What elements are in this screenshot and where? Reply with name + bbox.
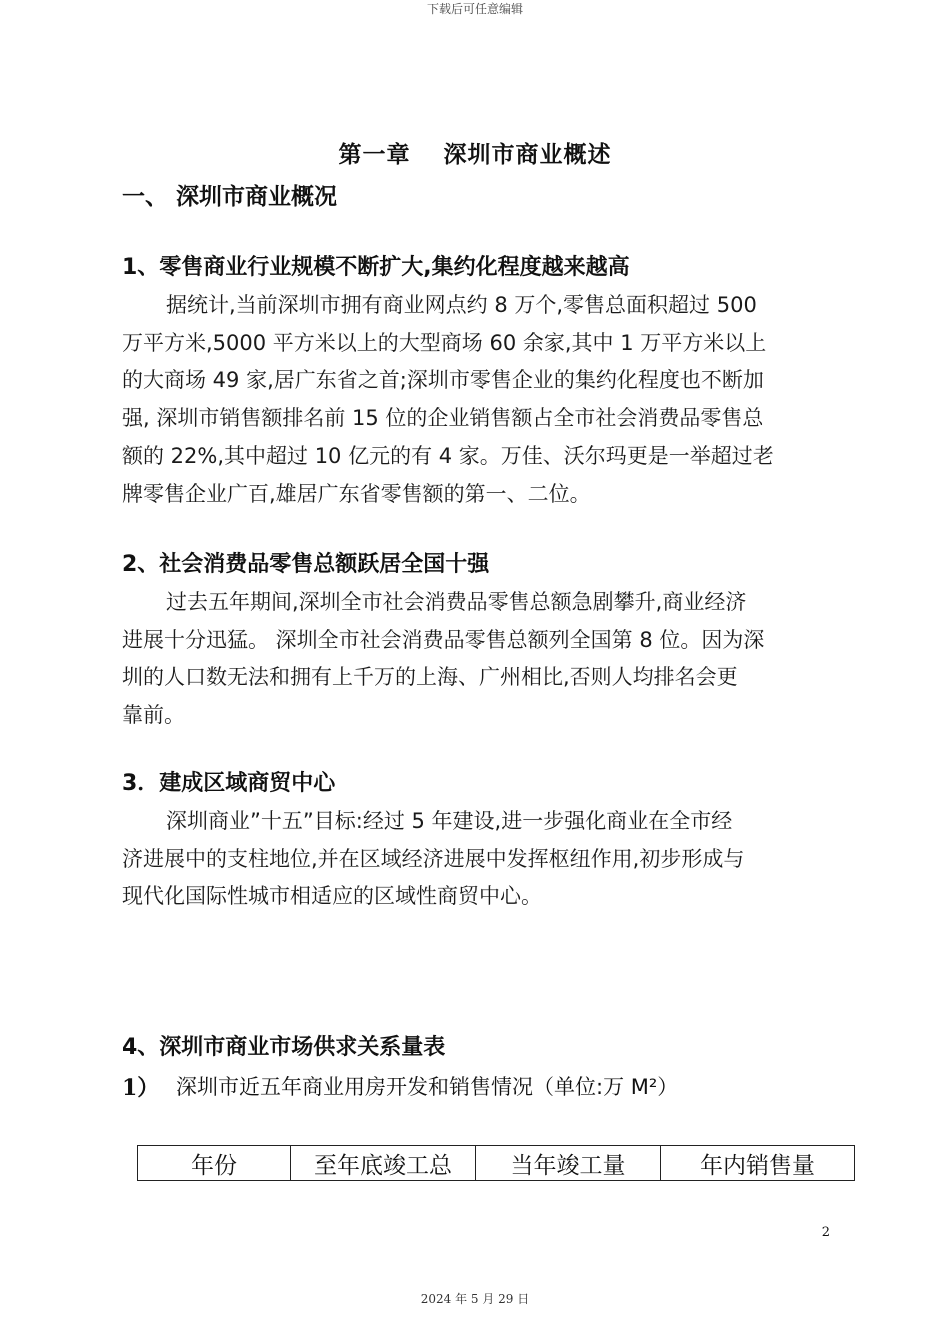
paragraph-line: 济进展中的支柱地位,并在区域经济进展中发挥枢纽作用,初步形成与: [122, 847, 745, 871]
subsection-4-heading: 4、深圳市商业市场供求关系量表: [122, 1035, 446, 1060]
paragraph-line: 过去五年期间,深圳全市社会消费品零售总额急剧攀升,商业经济: [166, 590, 747, 614]
table-header-row: [138, 1146, 855, 1181]
footer-date: 2024 年 5 月 29 日: [420, 1292, 530, 1306]
table-header-cell: 当年竣工量: [476, 1146, 661, 1181]
paragraph-line: 的大商场 49 家,居广东省之首;深圳市零售企业的集约化程度也不断加: [122, 368, 764, 392]
subsection-2-heading: 2、社会消费品零售总额跃居全国十强: [122, 552, 490, 577]
paragraph-line: 万平方米,5000 平方米以上的大型商场 60 余家,其中 1 万平方米以上: [122, 331, 767, 355]
table-header-cell: 年份: [138, 1146, 291, 1181]
paragraph-line: 额的 22%,其中超过 10 亿元的有 4 家。万佳、沃尔玛更是一举超过老: [122, 444, 774, 468]
table-caption-text: 深圳市近五年商业用房开发和销售情况（单位:万 M²）: [176, 1075, 679, 1099]
housing-sales-table: [137, 1145, 855, 1181]
paragraph-line: 现代化国际性城市相适应的区域性商贸中心。: [122, 884, 542, 908]
table-caption-number: 1）: [122, 1075, 160, 1101]
paragraph-line: 靠前。: [122, 703, 185, 727]
subsection-1-heading: 1、零售商业行业规模不断扩大,集约化程度越来越高: [122, 255, 630, 280]
paragraph-line: 进展十分迅猛。 深圳全市社会消费品零售总额列全国第 8 位。因为深: [122, 628, 765, 652]
table-header-cell: 至年底竣工总: [291, 1146, 476, 1181]
section-heading: 一、 深圳市商业概况: [122, 184, 338, 210]
paragraph-line: 圳的人口数无法和拥有上千万的上海、广州相比,否则人均排名会更: [122, 665, 738, 689]
paragraph-line: 据统计,当前深圳市拥有商业网点约 8 万个,零售总面积超过 500: [166, 293, 757, 317]
header-note: 下载后可任意编辑: [426, 2, 523, 16]
paragraph-line: 强, 深圳市销售额排名前 15 位的企业销售额占全市社会消费品零售总: [122, 406, 764, 430]
page-number: 2: [821, 1225, 830, 1240]
paragraph-line: 深圳商业”十五”目标:经过 5 年建设,进一步强化商业在全市经: [166, 809, 733, 833]
paragraph-line: 牌零售企业广百,雄居广东省零售额的第一、二位。: [122, 482, 591, 506]
table-header-cell: 年内销售量: [661, 1146, 855, 1181]
chapter-title: 第一章 深圳市商业概述: [338, 142, 612, 168]
subsection-3-heading: 3．建成区域商贸中心: [122, 771, 336, 796]
